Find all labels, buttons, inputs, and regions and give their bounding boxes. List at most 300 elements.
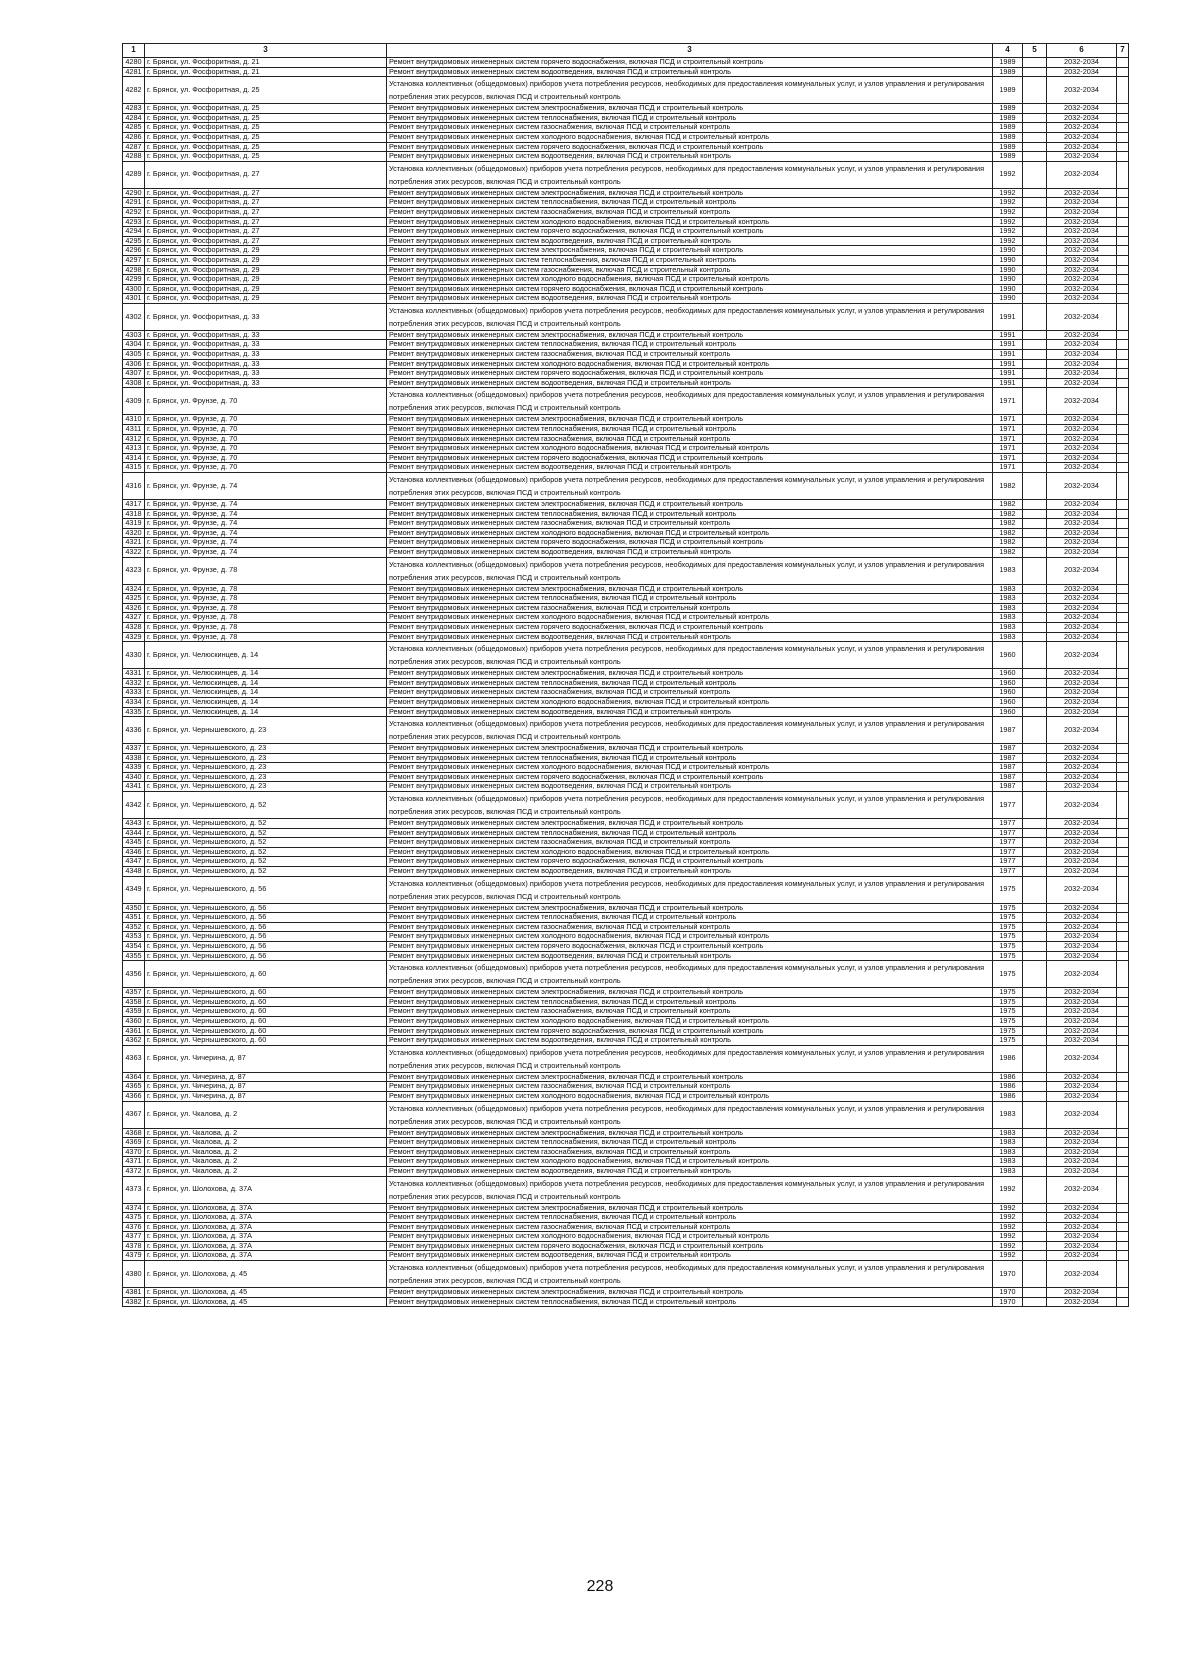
row-number: 4335 [123, 707, 145, 717]
table-row [123, 913, 1129, 923]
row-year: 1982 [993, 509, 1023, 519]
row-address: г. Брянск, ул. Шолохова, д. 45 [145, 1261, 387, 1288]
row-col-7 [1117, 294, 1129, 304]
row-address: г. Брянск, ул. Фрунзе, д. 78 [145, 603, 387, 613]
row-work-type: Ремонт внутридомовых инженерных систем электроснабжения, включая ПСД и строительный контроль [387, 1128, 993, 1138]
row-address: г. Брянск, ул. Чернышевского, д. 56 [145, 876, 387, 903]
row-col-7 [1117, 330, 1129, 340]
row-number: 4324 [123, 584, 145, 594]
row-col-5 [1023, 1157, 1047, 1167]
row-period: 2032-2034 [1047, 942, 1117, 952]
row-address: г. Брянск, ул. Фрунзе, д. 74 [145, 519, 387, 529]
row-year: 1960 [993, 669, 1023, 679]
table-row [123, 67, 1129, 77]
row-number: 4288 [123, 152, 145, 162]
row-work-type: Ремонт внутридомовых инженерных систем водоотведения, включая ПСД и строительный контроль [387, 867, 993, 877]
row-year: 1971 [993, 463, 1023, 473]
row-work-type: Ремонт внутридомовых инженерных систем горячего водоснабжения, включая ПСД и строительный контроль [387, 284, 993, 294]
row-number: 4346 [123, 847, 145, 857]
row-col-7 [1117, 828, 1129, 838]
row-year: 1982 [993, 500, 1023, 510]
row-year: 1992 [993, 217, 1023, 227]
row-work-type: Ремонт внутридомовых инженерных систем горячего водоснабжения, включая ПСД и строительный контроль [387, 1026, 993, 1036]
row-year: 1971 [993, 434, 1023, 444]
row-col-7 [1117, 415, 1129, 425]
row-col-7 [1117, 198, 1129, 208]
row-period: 2032-2034 [1047, 255, 1117, 265]
row-col-7 [1117, 669, 1129, 679]
row-address: г. Брянск, ул. Чернышевского, д. 60 [145, 1007, 387, 1017]
row-year: 1970 [993, 1261, 1023, 1288]
table-row [123, 246, 1129, 256]
row-address: г. Брянск, ул. Чернышевского, д. 60 [145, 1036, 387, 1046]
row-address: г. Брянск, ул. Чичерина, д. 87 [145, 1091, 387, 1101]
row-year: 1992 [993, 1176, 1023, 1203]
row-work-type: Ремонт внутридомовых инженерных систем водоотведения, включая ПСД и строительный контроль [387, 951, 993, 961]
row-work-type: Ремонт внутридомовых инженерных систем газоснабжения, включая ПСД и строительный контроль [387, 519, 993, 529]
row-period: 2032-2034 [1047, 622, 1117, 632]
row-period: 2032-2034 [1047, 142, 1117, 152]
row-address: г. Брянск, ул. Фрунзе, д. 70 [145, 444, 387, 454]
row-period: 2032-2034 [1047, 236, 1117, 246]
table-row [123, 622, 1129, 632]
row-address: г. Брянск, ул. Фрунзе, д. 78 [145, 622, 387, 632]
row-year: 1977 [993, 792, 1023, 819]
row-col-7 [1117, 847, 1129, 857]
table-row [123, 903, 1129, 913]
row-address: г. Брянск, ул. Фосфоритная, д. 33 [145, 330, 387, 340]
row-col-7 [1117, 463, 1129, 473]
row-col-7 [1117, 444, 1129, 454]
row-number: 4377 [123, 1232, 145, 1242]
row-year: 1992 [993, 1232, 1023, 1242]
row-col-5 [1023, 188, 1047, 198]
table-row [123, 1288, 1129, 1298]
row-col-5 [1023, 753, 1047, 763]
row-work-type: Ремонт внутридомовых инженерных систем теплоснабжения, включая ПСД и строительный контроль [387, 678, 993, 688]
row-col-5 [1023, 67, 1047, 77]
row-year: 1989 [993, 113, 1023, 123]
row-col-5 [1023, 603, 1047, 613]
row-col-7 [1117, 236, 1129, 246]
row-period: 2032-2034 [1047, 717, 1117, 744]
row-col-5 [1023, 1297, 1047, 1307]
row-address: г. Брянск, ул. Фрунзе, д. 78 [145, 594, 387, 604]
row-col-7 [1117, 688, 1129, 698]
row-col-7 [1117, 547, 1129, 557]
row-col-7 [1117, 932, 1129, 942]
row-year: 1992 [993, 236, 1023, 246]
row-number: 4370 [123, 1147, 145, 1157]
row-address: г. Брянск, ул. Чернышевского, д. 52 [145, 867, 387, 877]
row-year: 1986 [993, 1045, 1023, 1072]
table-row [123, 547, 1129, 557]
row-work-type: Ремонт внутридомовых инженерных систем теплоснабжения, включая ПСД и строительный контроль [387, 753, 993, 763]
row-year: 1989 [993, 152, 1023, 162]
table-row [123, 603, 1129, 613]
table-row [123, 294, 1129, 304]
row-col-7 [1117, 1026, 1129, 1036]
row-col-7 [1117, 340, 1129, 350]
row-work-type: Ремонт внутридомовых инженерных систем теплоснабжения, включая ПСД и строительный контроль [387, 509, 993, 519]
row-work-type: Ремонт внутридомовых инженерных систем водоотведения, включая ПСД и строительный контроль [387, 294, 993, 304]
row-address: г. Брянск, ул. Фосфоритная, д. 33 [145, 378, 387, 388]
row-address: г. Брянск, ул. Чернышевского, д. 52 [145, 838, 387, 848]
row-col-7 [1117, 857, 1129, 867]
table-row [123, 113, 1129, 123]
row-col-7 [1117, 1261, 1129, 1288]
row-address: г. Брянск, ул. Челюскинцев, д. 14 [145, 697, 387, 707]
row-address: г. Брянск, ул. Фосфоритная, д. 27 [145, 236, 387, 246]
row-work-type: Ремонт внутридомовых инженерных систем теплоснабжения, включая ПСД и строительный контроль [387, 1297, 993, 1307]
row-col-5 [1023, 453, 1047, 463]
table-row [123, 369, 1129, 379]
row-col-5 [1023, 198, 1047, 208]
row-year: 1992 [993, 161, 1023, 188]
row-address: г. Брянск, ул. Фосфоритная, д. 25 [145, 142, 387, 152]
table-row [123, 1297, 1129, 1307]
row-year: 1991 [993, 303, 1023, 330]
row-col-5 [1023, 538, 1047, 548]
row-col-5 [1023, 932, 1047, 942]
row-col-7 [1117, 744, 1129, 754]
row-address: г. Брянск, ул. Шолохова, д. 37А [145, 1203, 387, 1213]
row-period: 2032-2034 [1047, 188, 1117, 198]
row-year: 1975 [993, 913, 1023, 923]
row-period: 2032-2034 [1047, 1222, 1117, 1232]
row-period: 2032-2034 [1047, 369, 1117, 379]
row-work-type: Ремонт внутридомовых инженерных систем холодного водоснабжения, включая ПСД и строительный контроль [387, 932, 993, 942]
row-period: 2032-2034 [1047, 678, 1117, 688]
row-address: г. Брянск, ул. Чернышевского, д. 60 [145, 961, 387, 988]
table-row [123, 1222, 1129, 1232]
row-year: 1987 [993, 717, 1023, 744]
header-col-5: 5 [1023, 44, 1047, 58]
row-col-7 [1117, 142, 1129, 152]
row-year: 1983 [993, 622, 1023, 632]
table-row [123, 763, 1129, 773]
row-work-type: Ремонт внутридомовых инженерных систем газоснабжения, включая ПСД и строительный контроль [387, 207, 993, 217]
row-number: 4292 [123, 207, 145, 217]
row-col-5 [1023, 632, 1047, 642]
row-work-type: Установка коллективных (общедомовых) приборов учета потребления ресурсов, необходимых для предоставления коммунальных услуг, и узлов управления и регулирования потребления этих ресурсов, включая ПСД и строительный контроль [387, 1176, 993, 1203]
row-year: 1975 [993, 988, 1023, 998]
row-col-5 [1023, 1128, 1047, 1138]
row-work-type: Установка коллективных (общедомовых) приборов учета потребления ресурсов, необходимых для предоставления коммунальных услуг, и узлов управления и регулирования потребления этих ресурсов, включая ПСД и строительный контроль [387, 961, 993, 988]
row-col-5 [1023, 388, 1047, 415]
row-year: 1960 [993, 688, 1023, 698]
row-address: г. Брянск, ул. Фосфоритная, д. 27 [145, 188, 387, 198]
table-row [123, 717, 1129, 744]
row-col-7 [1117, 1203, 1129, 1213]
table-row [123, 528, 1129, 538]
row-year: 1990 [993, 255, 1023, 265]
row-period: 2032-2034 [1047, 198, 1117, 208]
row-number: 4320 [123, 528, 145, 538]
row-col-7 [1117, 350, 1129, 360]
row-address: г. Брянск, ул. Фосфоритная, д. 27 [145, 227, 387, 237]
row-period: 2032-2034 [1047, 528, 1117, 538]
table-row [123, 1026, 1129, 1036]
row-col-5 [1023, 1082, 1047, 1092]
row-year: 1986 [993, 1091, 1023, 1101]
table-row [123, 1036, 1129, 1046]
row-year: 1971 [993, 388, 1023, 415]
table-row [123, 792, 1129, 819]
row-number: 4344 [123, 828, 145, 838]
row-address: г. Брянск, ул. Фрунзе, д. 70 [145, 388, 387, 415]
row-number: 4298 [123, 265, 145, 275]
row-period: 2032-2034 [1047, 509, 1117, 519]
row-work-type: Ремонт внутридомовых инженерных систем водоотведения, включая ПСД и строительный контроль [387, 1251, 993, 1261]
row-work-type: Установка коллективных (общедомовых) приборов учета потребления ресурсов, необходимых для предоставления коммунальных услуг, и узлов управления и регулирования потребления этих ресурсов, включая ПСД и строительный контроль [387, 557, 993, 584]
table-row [123, 951, 1129, 961]
row-period: 2032-2034 [1047, 988, 1117, 998]
row-work-type: Ремонт внутридомовых инженерных систем газоснабжения, включая ПСД и строительный контроль [387, 1007, 993, 1017]
row-col-7 [1117, 217, 1129, 227]
row-col-5 [1023, 132, 1047, 142]
row-col-5 [1023, 942, 1047, 952]
row-address: г. Брянск, ул. Фосфоритная, д. 27 [145, 198, 387, 208]
table-row [123, 932, 1129, 942]
row-col-5 [1023, 1036, 1047, 1046]
row-period: 2032-2034 [1047, 922, 1117, 932]
row-address: г. Брянск, ул. Чернышевского, д. 52 [145, 828, 387, 838]
row-work-type: Ремонт внутридомовых инженерных систем электроснабжения, включая ПСД и строительный контроль [387, 500, 993, 510]
row-work-type: Ремонт внутридомовых инженерных систем водоотведения, включая ПСД и строительный контроль [387, 782, 993, 792]
table-row [123, 942, 1129, 952]
row-address: г. Брянск, ул. Фрунзе, д. 70 [145, 415, 387, 425]
row-col-5 [1023, 997, 1047, 1007]
row-period: 2032-2034 [1047, 359, 1117, 369]
row-col-7 [1117, 594, 1129, 604]
row-col-5 [1023, 359, 1047, 369]
row-col-7 [1117, 359, 1129, 369]
row-address: г. Брянск, ул. Челюскинцев, д. 14 [145, 669, 387, 679]
row-period: 2032-2034 [1047, 1036, 1117, 1046]
row-address: г. Брянск, ул. Чернышевского, д. 52 [145, 857, 387, 867]
row-col-5 [1023, 255, 1047, 265]
row-work-type: Ремонт внутридомовых инженерных систем холодного водоснабжения, включая ПСД и строительный контроль [387, 217, 993, 227]
row-period: 2032-2034 [1047, 1007, 1117, 1017]
row-col-5 [1023, 123, 1047, 133]
row-work-type: Ремонт внутридомовых инженерных систем холодного водоснабжения, включая ПСД и строительный контроль [387, 275, 993, 285]
row-col-7 [1117, 678, 1129, 688]
row-year: 1971 [993, 453, 1023, 463]
row-period: 2032-2034 [1047, 123, 1117, 133]
row-col-5 [1023, 217, 1047, 227]
row-period: 2032-2034 [1047, 697, 1117, 707]
row-address: г. Брянск, ул. Фосфоритная, д. 29 [145, 265, 387, 275]
row-number: 4358 [123, 997, 145, 1007]
row-work-type: Ремонт внутридомовых инженерных систем холодного водоснабжения, включая ПСД и строительный контроль [387, 1091, 993, 1101]
page-number: 228 [586, 1578, 614, 1595]
row-number: 4363 [123, 1045, 145, 1072]
row-col-7 [1117, 453, 1129, 463]
row-col-7 [1117, 388, 1129, 415]
row-work-type: Установка коллективных (общедомовых) приборов учета потребления ресурсов, необходимых для предоставления коммунальных услуг, и узлов управления и регулирования потребления этих ресурсов, включая ПСД и строительный контроль [387, 1045, 993, 1072]
table-row [123, 255, 1129, 265]
row-address: г. Брянск, ул. Чкалова, д. 2 [145, 1147, 387, 1157]
row-col-5 [1023, 669, 1047, 679]
row-col-7 [1117, 838, 1129, 848]
row-year: 1991 [993, 359, 1023, 369]
row-number: 4374 [123, 1203, 145, 1213]
row-period: 2032-2034 [1047, 388, 1117, 415]
row-work-type: Ремонт внутридомовых инженерных систем горячего водоснабжения, включая ПСД и строительный контроль [387, 142, 993, 152]
table-row [123, 425, 1129, 435]
row-period: 2032-2034 [1047, 744, 1117, 754]
row-number: 4290 [123, 188, 145, 198]
row-year: 1983 [993, 1147, 1023, 1157]
row-col-7 [1117, 876, 1129, 903]
row-year: 1989 [993, 104, 1023, 114]
row-period: 2032-2034 [1047, 1082, 1117, 1092]
row-period: 2032-2034 [1047, 782, 1117, 792]
row-work-type: Ремонт внутридомовых инженерных систем теплоснабжения, включая ПСД и строительный контроль [387, 198, 993, 208]
row-col-5 [1023, 744, 1047, 754]
row-col-5 [1023, 782, 1047, 792]
row-period: 2032-2034 [1047, 903, 1117, 913]
row-address: г. Брянск, ул. Фосфоритная, д. 25 [145, 123, 387, 133]
row-number: 4365 [123, 1082, 145, 1092]
row-col-7 [1117, 942, 1129, 952]
row-work-type: Установка коллективных (общедомовых) приборов учета потребления ресурсов, необходимых для предоставления коммунальных услуг, и узлов управления и регулирования потребления этих ресурсов, включая ПСД и строительный контроль [387, 717, 993, 744]
row-period: 2032-2034 [1047, 340, 1117, 350]
row-period: 2032-2034 [1047, 584, 1117, 594]
row-address: г. Брянск, ул. Фрунзе, д. 70 [145, 434, 387, 444]
table-row [123, 642, 1129, 669]
row-address: г. Брянск, ул. Фосфоритная, д. 25 [145, 77, 387, 104]
row-number: 4371 [123, 1157, 145, 1167]
row-period: 2032-2034 [1047, 763, 1117, 773]
row-col-5 [1023, 903, 1047, 913]
row-number: 4352 [123, 922, 145, 932]
row-col-7 [1117, 1241, 1129, 1251]
row-period: 2032-2034 [1047, 330, 1117, 340]
row-col-5 [1023, 1007, 1047, 1017]
row-period: 2032-2034 [1047, 265, 1117, 275]
row-col-5 [1023, 77, 1047, 104]
table-row [123, 265, 1129, 275]
table-row [123, 463, 1129, 473]
row-address: г. Брянск, ул. Фрунзе, д. 74 [145, 473, 387, 500]
row-col-7 [1117, 1157, 1129, 1167]
table-row [123, 782, 1129, 792]
row-work-type: Ремонт внутридомовых инженерных систем холодного водоснабжения, включая ПСД и строительный контроль [387, 444, 993, 454]
table-row [123, 388, 1129, 415]
row-period: 2032-2034 [1047, 275, 1117, 285]
row-number: 4303 [123, 330, 145, 340]
row-col-5 [1023, 1222, 1047, 1232]
row-number: 4355 [123, 951, 145, 961]
row-number: 4343 [123, 819, 145, 829]
row-col-5 [1023, 951, 1047, 961]
row-year: 1991 [993, 330, 1023, 340]
row-col-5 [1023, 688, 1047, 698]
row-col-7 [1117, 284, 1129, 294]
row-number: 4321 [123, 538, 145, 548]
works-table [122, 43, 1129, 1307]
row-col-7 [1117, 369, 1129, 379]
table-row [123, 1138, 1129, 1148]
row-year: 1992 [993, 1241, 1023, 1251]
row-address: г. Брянск, ул. Чкалова, д. 2 [145, 1166, 387, 1176]
row-col-7 [1117, 763, 1129, 773]
row-col-7 [1117, 255, 1129, 265]
row-col-7 [1117, 603, 1129, 613]
row-period: 2032-2034 [1047, 350, 1117, 360]
row-year: 1971 [993, 425, 1023, 435]
row-year: 1982 [993, 547, 1023, 557]
row-col-7 [1117, 697, 1129, 707]
row-work-type: Ремонт внутридомовых инженерных систем водоотведения, включая ПСД и строительный контроль [387, 236, 993, 246]
row-work-type: Ремонт внутридомовых инженерных систем водоотведения, включая ПСД и строительный контроль [387, 152, 993, 162]
works-table-sheet [122, 43, 1128, 1307]
row-work-type: Ремонт внутридомовых инженерных систем горячего водоснабжения, включая ПСД и строительный контроль [387, 538, 993, 548]
row-address: г. Брянск, ул. Фрунзе, д. 74 [145, 538, 387, 548]
row-number: 4362 [123, 1036, 145, 1046]
row-col-5 [1023, 988, 1047, 998]
row-col-5 [1023, 207, 1047, 217]
row-address: г. Брянск, ул. Фосфоритная, д. 33 [145, 359, 387, 369]
row-year: 1975 [993, 951, 1023, 961]
row-col-7 [1117, 1232, 1129, 1242]
row-col-5 [1023, 847, 1047, 857]
row-number: 4287 [123, 142, 145, 152]
table-row [123, 453, 1129, 463]
row-year: 1971 [993, 444, 1023, 454]
row-address: г. Брянск, ул. Чичерина, д. 87 [145, 1082, 387, 1092]
row-year: 1975 [993, 1016, 1023, 1026]
row-period: 2032-2034 [1047, 1072, 1117, 1082]
row-address: г. Брянск, ул. Фосфоритная, д. 29 [145, 275, 387, 285]
row-number: 4331 [123, 669, 145, 679]
row-col-7 [1117, 951, 1129, 961]
row-address: г. Брянск, ул. Чичерина, д. 87 [145, 1072, 387, 1082]
row-work-type: Ремонт внутридомовых инженерных систем горячего водоснабжения, включая ПСД и строительный контроль [387, 58, 993, 68]
row-address: г. Брянск, ул. Чернышевского, д. 23 [145, 717, 387, 744]
table-row [123, 584, 1129, 594]
row-work-type: Ремонт внутридомовых инженерных систем электроснабжения, включая ПСД и строительный контроль [387, 246, 993, 256]
row-year: 1987 [993, 763, 1023, 773]
row-address: г. Брянск, ул. Шолохова, д. 37А [145, 1232, 387, 1242]
row-col-7 [1117, 67, 1129, 77]
row-period: 2032-2034 [1047, 217, 1117, 227]
row-number: 4323 [123, 557, 145, 584]
row-work-type: Ремонт внутридомовых инженерных систем теплоснабжения, включая ПСД и строительный контроль [387, 1213, 993, 1223]
row-col-5 [1023, 1261, 1047, 1288]
row-work-type: Ремонт внутридомовых инженерных систем холодного водоснабжения, включая ПСД и строительный контроль [387, 1232, 993, 1242]
row-col-5 [1023, 500, 1047, 510]
row-col-7 [1117, 227, 1129, 237]
row-year: 1990 [993, 284, 1023, 294]
row-number: 4285 [123, 123, 145, 133]
row-col-7 [1117, 265, 1129, 275]
row-period: 2032-2034 [1047, 161, 1117, 188]
table-row [123, 678, 1129, 688]
row-number: 4316 [123, 473, 145, 500]
table-row [123, 594, 1129, 604]
row-work-type: Ремонт внутридомовых инженерных систем горячего водоснабжения, включая ПСД и строительный контроль [387, 857, 993, 867]
row-number: 4330 [123, 642, 145, 669]
row-period: 2032-2034 [1047, 847, 1117, 857]
row-col-7 [1117, 132, 1129, 142]
row-address: г. Брянск, ул. Чернышевского, д. 60 [145, 1026, 387, 1036]
row-address: г. Брянск, ул. Чкалова, д. 2 [145, 1138, 387, 1148]
row-period: 2032-2034 [1047, 415, 1117, 425]
row-col-5 [1023, 584, 1047, 594]
